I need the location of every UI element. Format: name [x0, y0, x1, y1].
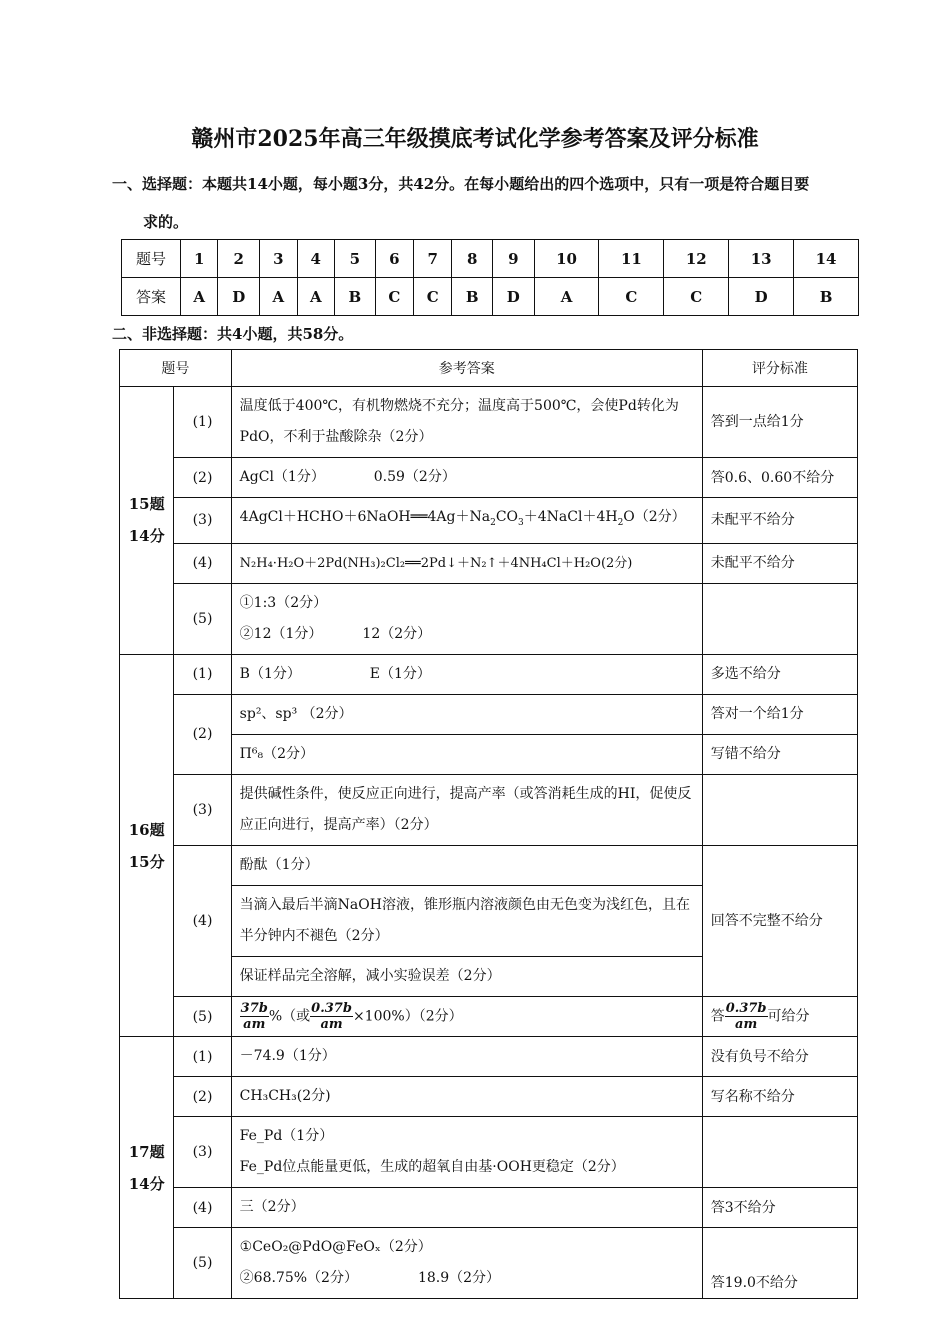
rubric-cell: 回答不完整不给分 [702, 845, 857, 996]
mcq-answer: A [181, 278, 218, 316]
mcq-answer-table [121, 239, 859, 316]
answer-cell [231, 583, 702, 654]
answer-part: ×100%）（2分） [352, 1008, 463, 1025]
subpart-label: (3) [174, 1117, 231, 1188]
mcq-number: 5 [335, 240, 376, 278]
table-row [120, 458, 858, 498]
mcq-number: 7 [414, 240, 452, 278]
answer-cell [231, 498, 702, 544]
section1-instructions-cont: 求的。 [143, 213, 189, 231]
table-row [120, 1117, 858, 1188]
answer-part: 18.9（2分） [417, 1270, 501, 1287]
table-row [120, 845, 858, 885]
subpart-label: (5) [174, 1228, 231, 1299]
mcq-answer: A [260, 278, 297, 316]
subpart-label: (3) [174, 498, 231, 544]
rubric-cell [702, 996, 857, 1037]
answer-part: %（或 [268, 1008, 311, 1025]
table-row [120, 694, 858, 734]
mcq-answer: D [729, 278, 794, 316]
rubric-cell: 写名称不给分 [702, 1077, 857, 1117]
answer-part: 12（2分） [362, 625, 432, 642]
table-row [120, 734, 858, 774]
subpart-label: (1) [174, 654, 231, 694]
subpart-label: (2) [174, 1077, 231, 1117]
answer-part: Fe_Pd（1分） [239, 1128, 334, 1145]
answer-cell: CH₃CH₃(2分) [231, 1077, 702, 1117]
mcq-answer: B [452, 278, 493, 316]
mcq-answer: C [664, 278, 729, 316]
mcq-number: 14 [794, 240, 859, 278]
mcq-number: 8 [452, 240, 493, 278]
table-row [120, 498, 858, 544]
mcq-number: 12 [664, 240, 729, 278]
subpart-label: (1) [174, 1037, 231, 1077]
question-points: 15分 [128, 852, 165, 871]
mcq-answer: C [599, 278, 664, 316]
answer-cell: －74.9（1分） [231, 1037, 702, 1077]
question-label-17 [120, 1037, 174, 1299]
question-number: 15题 [128, 495, 165, 514]
answer-cell: 提供碱性条件，使反应正向进行，提高产率（或答消耗生成的HI，促使反应正向进行，提高产率）（2分） [231, 774, 702, 845]
mcq-answer: D [493, 278, 535, 316]
answer-part: 0.59（2分） [373, 469, 456, 485]
fraction-numerator: 37b [240, 1000, 268, 1016]
rubric-cell: 写错不给分 [702, 734, 857, 774]
mcq-answer: A [297, 278, 334, 316]
question-points: 14分 [128, 527, 165, 546]
table-row [120, 1077, 858, 1117]
rubric-cell: 答0.6、0.60不给分 [702, 458, 857, 498]
subpart-label: (4) [174, 543, 231, 583]
question-number: 16题 [128, 820, 165, 839]
table-row [120, 583, 858, 654]
question-label-15 [120, 387, 174, 655]
rubric-cell: 答对一个给1分 [702, 694, 857, 734]
mcq-answer: B [335, 278, 376, 316]
fraction [310, 1001, 353, 1032]
rubric-cell: 答19.0不给分 [702, 1228, 857, 1299]
subpart-label: (2) [174, 458, 231, 498]
rubric-part: 可给分 [767, 1008, 810, 1025]
rubric-cell: 答3不给分 [702, 1188, 857, 1228]
table-row [120, 654, 858, 694]
mcq-number: 9 [493, 240, 535, 278]
rubric-cell: 多选不给分 [702, 654, 857, 694]
table-row [120, 1228, 858, 1299]
subpart-label: (4) [174, 1188, 231, 1228]
table-row [120, 1037, 858, 1077]
mcq-number: 6 [375, 240, 413, 278]
table-row [120, 1188, 858, 1228]
equation-text: ＋4NaCl＋4H [523, 509, 618, 525]
fraction-numerator: 0.37b [311, 1000, 352, 1016]
answer-part: ②12（1分） [239, 625, 323, 642]
answer-cell: 三（2分） [231, 1188, 702, 1228]
fraction-denominator: am [320, 1016, 343, 1032]
fraction-numerator: 0.37b [725, 1001, 767, 1017]
answer-line [240, 619, 694, 650]
answer-line [240, 1263, 694, 1294]
equation-text: 4AgCl＋HCHO＋6NaOH══4Ag＋Na [239, 509, 491, 525]
equation-subscript: 2 [490, 517, 496, 528]
fraction [725, 1001, 768, 1032]
mcq-row-label-a: 答案 [122, 278, 181, 316]
fraction-denominator: am [243, 1016, 266, 1032]
rubric-cell: 没有负号不给分 [702, 1037, 857, 1077]
answer-part: Fe_Pd位点能量更低，生成的超氧自由基·OOH更稳定（2分） [239, 1159, 625, 1176]
section1-instructions: 一、选择题：本题共14小题，每小题3分，共42分。在每小题给出的四个选项中，只有一项是符合题目要 [112, 175, 810, 193]
table-row [120, 543, 858, 583]
subpart-label: (3) [174, 774, 231, 845]
answer-cell: 保证样品完全溶解，减小实验误差（2分） [231, 956, 702, 996]
answer-cell: N₂H₄·H₂O＋2Pd(NH₃)₂Cl₂══2Pd↓＋N₂↑＋4NH₄Cl＋H₂O(2分) [231, 543, 702, 583]
question-number: 17题 [128, 1142, 165, 1161]
answer-part: E（1分） [369, 665, 431, 682]
subpart-label: (2) [174, 694, 231, 774]
header-answer: 参考答案 [231, 350, 702, 387]
header-rubric: 评分标准 [702, 350, 857, 387]
question-points: 14分 [128, 1174, 165, 1193]
header-question: 题号 [120, 350, 232, 387]
answer-part: ①CeO₂@PdO@FeOₓ（2分） [239, 1239, 432, 1256]
equation-text: O（2分） [623, 509, 686, 525]
mcq-number: 4 [297, 240, 334, 278]
equation-subscript: 2 [617, 517, 624, 528]
fraction [240, 1001, 269, 1032]
mcq-number: 11 [599, 240, 664, 278]
answer-cell: 酚酞（1分） [231, 845, 702, 885]
equation-subscript: 3 [518, 517, 524, 528]
page-title: 赣州市2025年高三年级摸底考试化学参考答案及评分标准 [191, 126, 759, 152]
rubric-cell [702, 1117, 857, 1188]
mcq-number: 1 [181, 240, 218, 278]
mcq-number-row [122, 240, 859, 278]
mcq-number: 2 [218, 240, 260, 278]
answer-cell [231, 1117, 702, 1188]
mcq-answer: A [534, 278, 599, 316]
table-header-row [120, 350, 858, 387]
subpart-label: (5) [174, 583, 231, 654]
table-row [120, 774, 858, 845]
answer-cell [231, 1228, 702, 1299]
rubric-cell: 未配平不给分 [702, 498, 857, 544]
free-response-table [119, 349, 858, 1299]
mcq-number: 3 [260, 240, 297, 278]
subpart-label: (4) [174, 845, 231, 996]
mcq-answer: C [414, 278, 452, 316]
mcq-number: 10 [534, 240, 599, 278]
mcq-number: 13 [729, 240, 794, 278]
mcq-row-label-q: 题号 [122, 240, 181, 278]
rubric-cell: 答到一点给1分 [702, 387, 857, 458]
answer-cell [231, 458, 702, 498]
table-row [120, 996, 858, 1037]
equation-text: CO [495, 509, 519, 525]
answer-cell [231, 996, 702, 1037]
rubric-cell [702, 583, 857, 654]
answer-part: AgCl（1分） [239, 469, 325, 485]
mcq-answer: B [794, 278, 859, 316]
section2-heading: 二、非选择题：共4小题，共58分。 [112, 325, 354, 343]
subpart-label: (1) [174, 387, 231, 458]
answer-cell: 温度低于400℃，有机物燃烧不充分；温度高于500℃，会使Pd转化为PdO，不利于盐酸除杂（2分） [231, 387, 702, 458]
rubric-cell [702, 774, 857, 845]
mcq-answer: D [218, 278, 260, 316]
subpart-label: (5) [174, 996, 231, 1037]
mcq-answer: C [375, 278, 413, 316]
table-row [120, 387, 858, 458]
answer-part: ②68.75%（2分） [239, 1270, 358, 1287]
mcq-answer-row [122, 278, 859, 316]
answer-cell: Π⁶₈（2分） [231, 734, 702, 774]
answer-cell [231, 654, 702, 694]
question-label-16 [120, 654, 174, 1037]
rubric-cell: 未配平不给分 [702, 543, 857, 583]
rubric-part: 答 [710, 1008, 725, 1025]
answer-cell: 当滴入最后半滴NaOH溶液，锥形瓶内溶液颜色由无色变为浅红色，且在半分钟内不褪色（2分） [231, 885, 702, 956]
fraction-denominator: am [735, 1017, 758, 1033]
answer-part: B（1分） [239, 665, 301, 682]
answer-part: ①1:3（2分） [239, 594, 328, 611]
answer-cell: sp²、sp³ （2分） [231, 694, 702, 734]
